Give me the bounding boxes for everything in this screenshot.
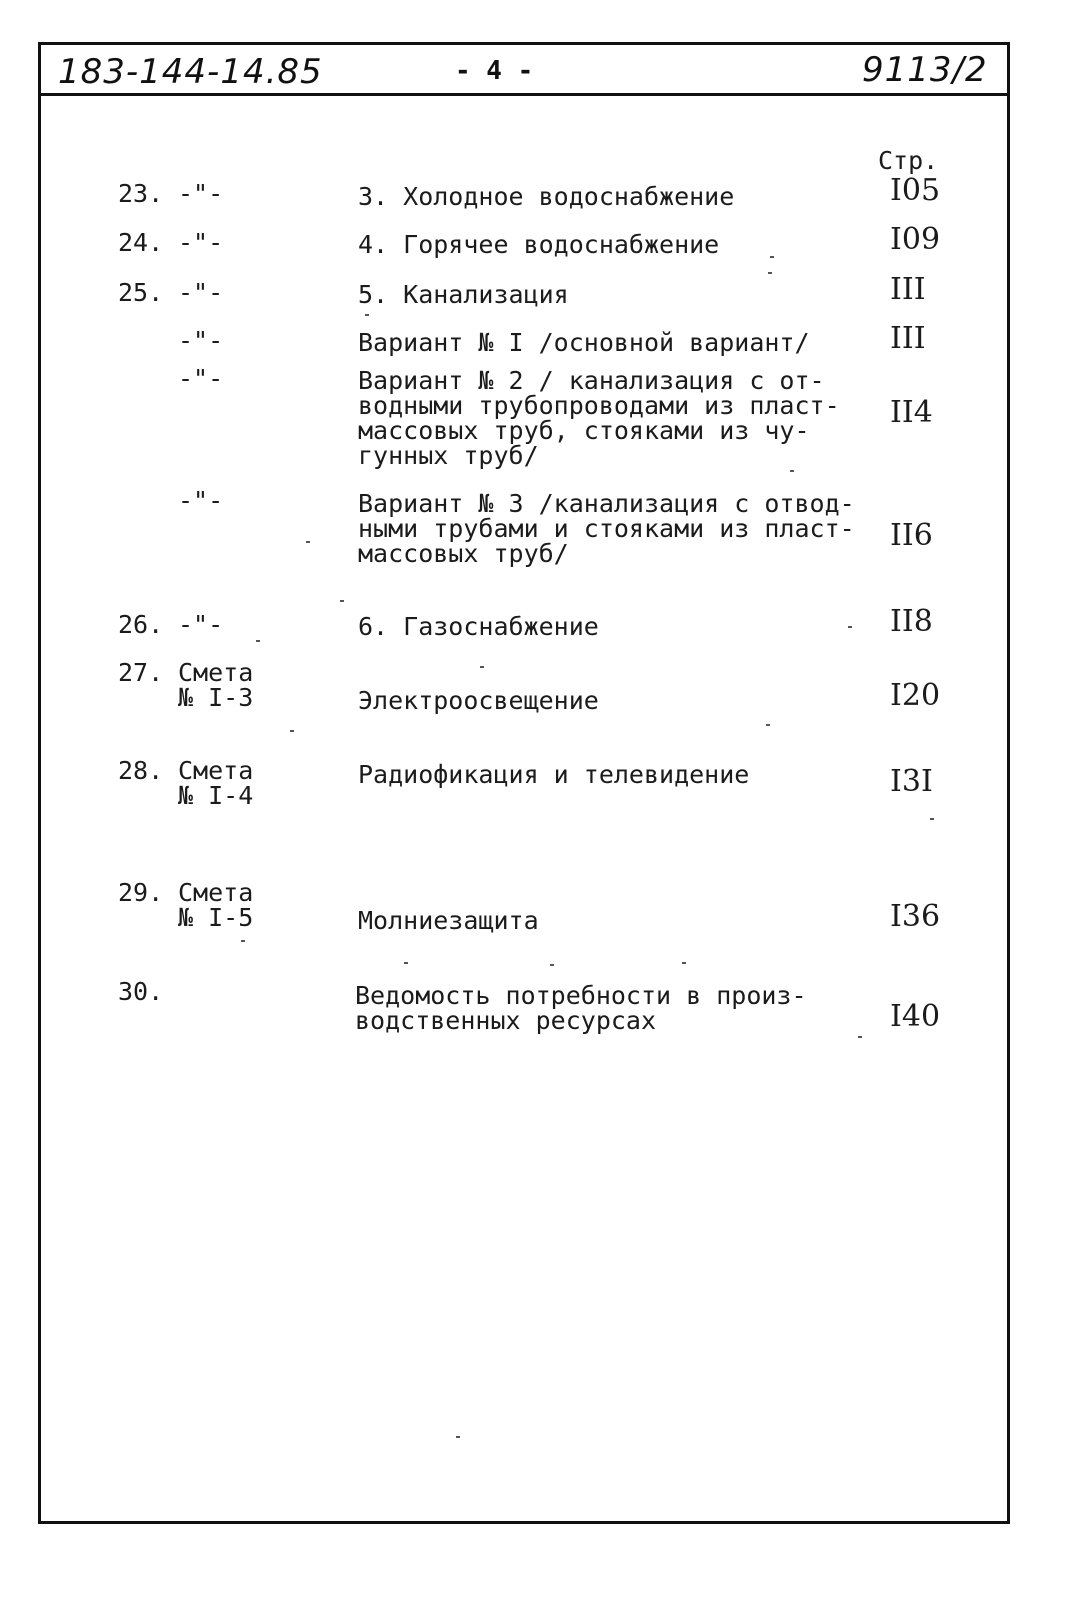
row-page: I36 <box>890 899 941 934</box>
scan-speck <box>790 470 794 472</box>
row-title-line: гунных труб/ <box>358 441 539 470</box>
page-number: - 4 - <box>455 56 534 86</box>
scan-speck <box>256 640 260 642</box>
row-page: I3I <box>890 764 933 799</box>
scan-speck <box>770 256 774 258</box>
row-title-line: массовых труб, стояками из чу- <box>358 416 810 445</box>
row-ref: -"- <box>178 278 224 307</box>
scan-speck <box>766 724 770 726</box>
row-title: Вариант № I /основной вариант/ <box>358 328 810 357</box>
scan-speck <box>404 962 408 964</box>
row-ref: -"- <box>178 364 224 393</box>
scan-speck <box>290 730 294 732</box>
scan-speck <box>365 314 369 316</box>
row-title: Молниезащита <box>358 906 539 935</box>
row-page: III <box>890 321 926 356</box>
row-title: 6. Газоснабжение <box>358 612 599 641</box>
row-ref: -"- <box>178 326 224 355</box>
scan-speck <box>340 600 344 602</box>
row-number: 23. <box>118 179 164 208</box>
row-title: 5. Канализация <box>358 280 569 309</box>
scan-speck <box>550 964 554 966</box>
scan-speck <box>480 666 484 668</box>
row-page: I40 <box>890 999 941 1034</box>
row-ref-line: № I-5 <box>178 903 254 932</box>
row-ref-line: Смета <box>178 658 254 687</box>
row-page: II8 <box>890 604 933 639</box>
row-number: 24. <box>118 228 164 257</box>
row-ref-line: № I-4 <box>178 781 254 810</box>
row-ref-line: № I-3 <box>178 683 254 712</box>
row-title-line: Ведомость потребности в произ- <box>355 981 807 1010</box>
row-title-line: Вариант № 3 /канализация с отвод- <box>358 489 855 518</box>
doc-ref: 9113/2 <box>862 50 988 90</box>
row-title: Электроосвещение <box>358 686 599 715</box>
row-title: 3. Холодное водоснабжение <box>358 182 735 211</box>
scan-speck <box>306 541 310 543</box>
row-ref: -"- <box>178 486 224 515</box>
scan-speck <box>848 626 852 628</box>
row-page: I05 <box>890 173 941 208</box>
row-number: 29. <box>118 878 164 907</box>
row-number: 27. <box>118 658 164 687</box>
row-title: 4. Горячее водоснабжение <box>358 230 720 259</box>
scan-speck <box>930 818 934 820</box>
row-ref: -"- <box>178 228 224 257</box>
row-number: 26. <box>118 610 164 639</box>
header-divider <box>38 93 1010 96</box>
row-number: 30. <box>118 977 164 1006</box>
row-page: II4 <box>890 395 933 430</box>
row-ref: -"- <box>178 179 224 208</box>
row-title-line: ными трубами и стояками из пласт- <box>358 514 855 543</box>
row-ref: -"- <box>178 610 224 639</box>
scan-speck <box>241 940 245 942</box>
row-title-line: водными трубопроводами из пласт- <box>358 391 840 420</box>
row-ref-line: Смета <box>178 878 254 907</box>
row-number: 25. <box>118 278 164 307</box>
row-title-line: массовых труб/ <box>358 539 569 568</box>
row-page: I09 <box>890 222 941 257</box>
scan-speck <box>456 1436 460 1438</box>
row-title-line: водственных ресурсах <box>355 1006 657 1035</box>
row-title-line: Вариант № 2 / канализация с от- <box>358 366 825 395</box>
row-number: 28. <box>118 756 164 785</box>
row-page: I20 <box>890 678 941 713</box>
row-title: Радиофикация и телевидение <box>358 760 750 789</box>
scan-speck <box>858 1036 862 1038</box>
page-column-header: Стр. <box>878 146 939 175</box>
doc-code: 183-144-14.85 <box>58 52 323 92</box>
scan-speck <box>768 272 772 274</box>
scan-speck <box>682 962 686 964</box>
row-ref-line: Смета <box>178 756 254 785</box>
row-page: II6 <box>890 518 933 553</box>
row-page: III <box>890 272 926 307</box>
